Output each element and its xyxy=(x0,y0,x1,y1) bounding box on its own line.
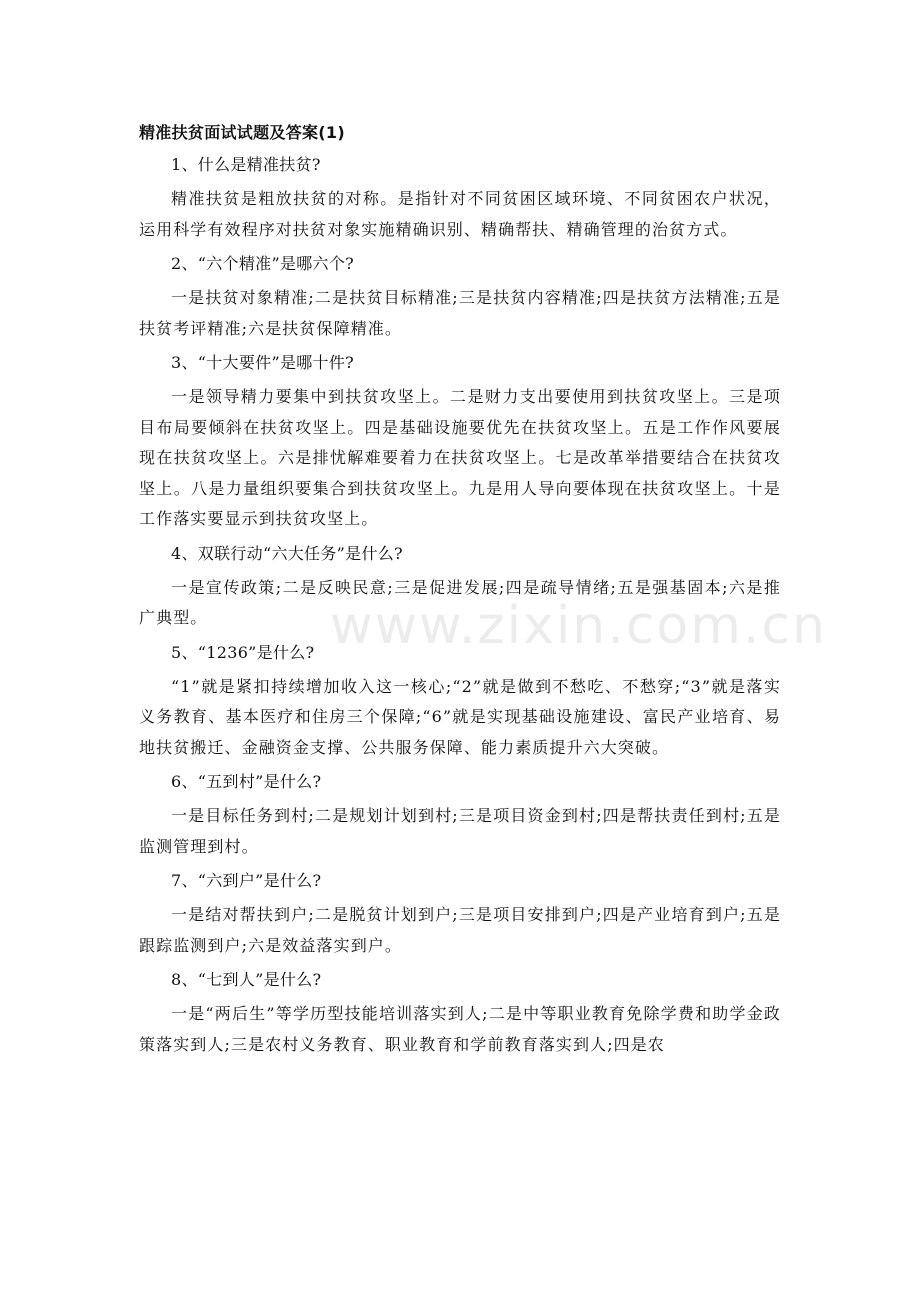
question-6: 6、“五到村”是什么? xyxy=(171,772,322,791)
document-title: 精准扶贫面试试题及答案(1) xyxy=(139,123,345,142)
answer-3: 一是领导精力要集中到扶贫攻坚上。二是财力支出要使用到扶贫攻坚上。三是项目布局要倾斜在扶贫攻坚上。四是基础设施要优先在扶贫攻坚上。五是工作作风要展现在扶贫攻坚上。六是排忧解难要着力在扶贫攻坚上。七是改革举措要结合在扶贫攻坚上。八是力量组织要集合到扶贫攻坚上。九是用人导向要体现在扶贫攻坚上。十是工作落实要显示到扶贫攻坚上。 xyxy=(139,387,781,528)
question-2: 2、“六个精准”是哪六个? xyxy=(171,254,355,273)
watermark: www.zixin.com.cn xyxy=(330,596,827,656)
answer-6: 一是目标任务到村;二是规划计划到村;三是项目资金到村;四是帮扶责任到村;五是监测管理到村。 xyxy=(139,806,781,856)
question-5: 5、“1236”是什么? xyxy=(171,642,315,662)
question-8: 8、“七到人”是什么? xyxy=(171,970,322,989)
answer-8: 一是“两后生”等学历型技能培训落实到人;二是中等职业教育免除学费和助学金政策落实到人;三是农村义务教育、职业教育和学前教育落实到人;四是农 xyxy=(139,1004,781,1054)
answer-2: 一是扶贫对象精准;二是扶贫目标精准;三是扶贫内容精准;四是扶贫方法精准;五是扶贫考评精准;六是扶贫保障精准。 xyxy=(139,288,781,338)
answer-1: 精准扶贫是粗放扶贫的对称。是指针对不同贫困区域环境、不同贫困农户状况，运用科学有效程序对扶贫对象实施精确识别、精确帮扶、精确管理的治贫方式。 xyxy=(139,189,781,239)
question-1: 1、什么是精准扶贫? xyxy=(171,155,321,174)
question-7: 7、“六到户”是什么? xyxy=(171,871,322,890)
question-3: 3、“十大要件”是哪十件? xyxy=(171,353,355,372)
question-4: 4、双联行动“六大任务”是什么? xyxy=(171,543,403,563)
document-page xyxy=(139,118,781,1064)
answer-5: “1”就是紧扣持续增加收入这一核心;“2”就是做到不愁吃、不愁穿;“3”就是落实义务教育、基本医疗和住房三个保障;“6”就是实现基础设施建设、富民产业培育、易地扶贫搬迁、金融资金支撑、公共服务保障、能力素质提升六大突破。 xyxy=(139,676,781,757)
answer-4: 一是宣传政策;二是反映民意;三是促进发展;四是疏导情绪;五是强基固本;六是推广典型。 xyxy=(139,577,781,627)
answer-7: 一是结对帮扶到户;二是脱贫计划到户;三是项目安排到户;四是产业培育到户;五是跟踪监测到户;六是效益落实到户。 xyxy=(139,905,781,955)
